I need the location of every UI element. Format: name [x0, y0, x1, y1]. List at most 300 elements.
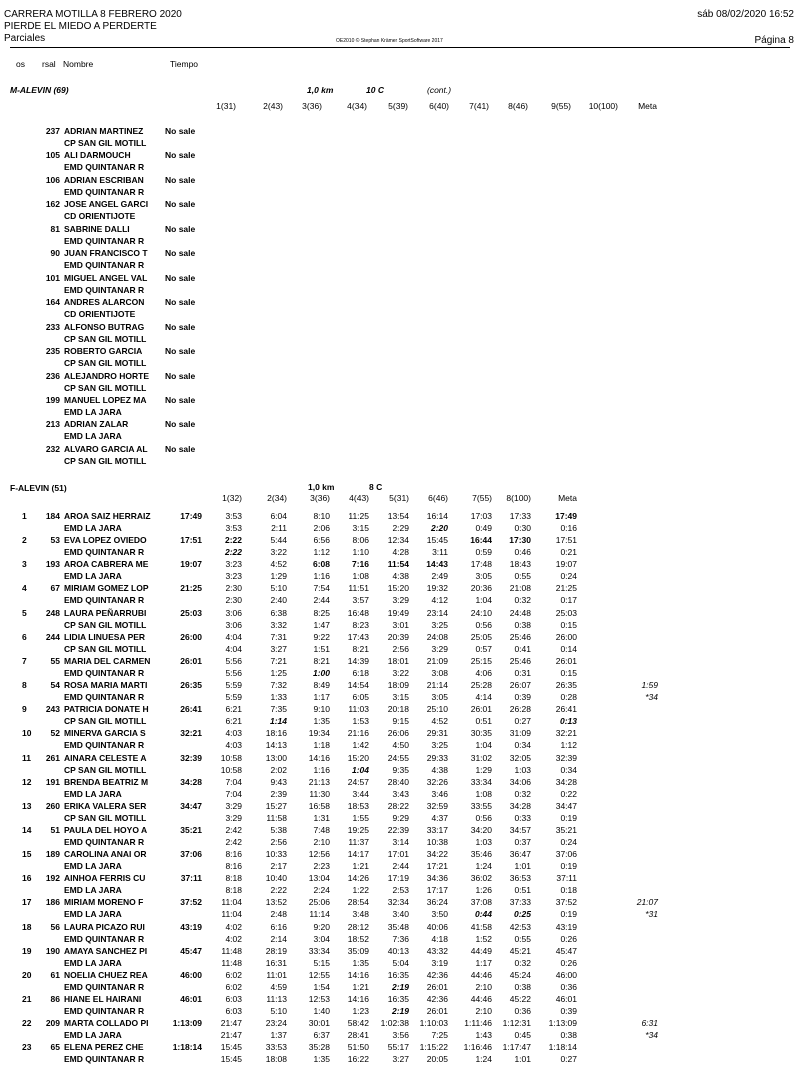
col-bib: rsal [42, 59, 56, 69]
runner-club: EMD LA JARA [64, 957, 122, 968]
split-leg: 1:04 [475, 595, 492, 606]
split-header: 5(39) [388, 101, 408, 111]
split-cumulative: 20:39 [387, 631, 409, 642]
split-cumulative: 7:16 [351, 559, 369, 570]
runner-club: CP SAN GIL MOTILL [64, 812, 147, 823]
runner-time: 21:25 [180, 583, 202, 594]
split-cumulative: 22:39 [387, 824, 409, 835]
split-leg: 1:54 [313, 981, 330, 992]
split-leg: 0:59 [475, 547, 492, 558]
event-title: CARRERA MOTILLA 8 FEBRERO 2020 [4, 9, 182, 20]
split-leg: 1:24 [475, 861, 492, 872]
split-header: Meta [558, 493, 577, 503]
runner-name: EVA LOPEZ OVIEDO [64, 535, 147, 546]
split-leg: 0:19 [560, 861, 577, 872]
split-cumulative: 28:19 [265, 945, 287, 956]
split-leg: 2:17 [270, 861, 287, 872]
runner-position: 16 [22, 873, 32, 884]
runner-bib: 90 [50, 248, 60, 259]
runner-name: ALEJANDRO HORTE [64, 370, 150, 381]
split-cumulative: 46:00 [555, 969, 577, 980]
split-cumulative: 35:46 [470, 849, 492, 860]
split-header: 2(34) [267, 493, 287, 503]
split-leg: 0:22 [560, 788, 577, 799]
split-header: 8(100) [506, 493, 531, 503]
split-leg: 2:06 [313, 523, 330, 533]
runner-name: ALFONSO BUTRAG [64, 321, 145, 332]
runner-time: 19:07 [180, 559, 202, 570]
runner-club: CP SAN GIL MOTILL [64, 138, 147, 148]
split-header: 4(43) [349, 493, 369, 503]
runner-name: ELENA PEREZ CHE [64, 1042, 144, 1053]
split-header: 7(55) [472, 493, 492, 503]
runner-status: No sale [165, 272, 196, 283]
split-leg: 5:04 [392, 957, 409, 968]
runner-position: 21 [22, 994, 32, 1004]
split-cumulative: 32:39 [555, 752, 577, 763]
split-leg: 10:38 [426, 836, 448, 847]
split-leg: 0:38 [514, 981, 531, 992]
split-leg: 0:32 [514, 788, 531, 799]
split-leg: 0:16 [560, 523, 577, 533]
split-cumulative: 8:49 [313, 680, 330, 691]
split-leg: 1:55 [352, 812, 369, 823]
split-cumulative: 20:36 [470, 583, 492, 594]
runner-club: EMD QUINTANAR R [64, 667, 145, 678]
runner-bib: 67 [50, 583, 60, 594]
runner-club: EMD LA JARA [64, 885, 122, 896]
runner-time: 26:35 [180, 680, 202, 691]
split-header: 3(36) [302, 101, 322, 111]
split-cumulative: 26:06 [387, 728, 409, 739]
split-cumulative: 17:33 [509, 511, 531, 521]
split-leg: 3:48 [352, 909, 369, 920]
runner-position: 4 [22, 583, 27, 594]
split-cumulative: 19:34 [308, 728, 330, 739]
page-number: Página 8 [754, 35, 794, 46]
split-cumulative: 4:03 [225, 728, 242, 739]
split-header: 6(46) [428, 493, 448, 503]
split-leg: 0:33 [514, 812, 531, 823]
split-cumulative: 42:36 [426, 969, 448, 980]
split-cumulative: 29:33 [426, 752, 448, 763]
split-leg: 1:35 [313, 1054, 330, 1065]
split-leg: 21:47 [220, 1030, 242, 1041]
split-header: 7(41) [469, 101, 489, 111]
split-leg: 11:48 [221, 957, 242, 968]
split-leg: 2:19 [391, 1006, 409, 1016]
split-cumulative: 19:32 [426, 583, 448, 594]
split-leg: 15:45 [220, 1054, 242, 1065]
runner-bib: 213 [45, 419, 60, 430]
split-leg: 3:50 [431, 909, 448, 920]
split-leg: 3:25 [431, 740, 448, 751]
runner-bib: 55 [50, 655, 60, 666]
split-cumulative: 11:04 [221, 897, 242, 908]
split-cumulative: 45:47 [555, 945, 577, 956]
split-leg: 11:37 [348, 836, 369, 847]
split-cumulative: 1:15:22 [419, 1042, 448, 1053]
split-leg: 18:08 [265, 1054, 287, 1065]
split-leg: 6:02 [225, 981, 242, 992]
runner-status: No sale [165, 199, 196, 210]
runner-time: 26:00 [180, 631, 202, 642]
split-cumulative: 11:13 [266, 994, 287, 1004]
split-cumulative: 9:43 [270, 776, 287, 787]
split-cumulative: 14:54 [347, 680, 369, 691]
split-cumulative: 26:01 [470, 704, 492, 715]
split-leg: 3:22 [270, 547, 287, 558]
runner-bib: 186 [45, 897, 60, 908]
split-cumulative: 25:03 [555, 607, 577, 618]
runner-name: ALI DARMOUCH [64, 150, 131, 161]
runner-time: 37:52 [180, 897, 202, 908]
split-cumulative: 21:16 [347, 728, 369, 739]
split-cumulative: 25:28 [470, 680, 492, 691]
split-cumulative: 35:09 [347, 945, 369, 956]
runner-bib: 248 [45, 607, 60, 618]
runner-club: CP SAN GIL MOTILL [64, 358, 147, 369]
split-leg: 4:03 [225, 740, 242, 751]
runner-club: CP SAN GIL MOTILL [64, 455, 147, 466]
split-leg: 2:02 [270, 764, 287, 775]
split-cumulative: 10:58 [220, 752, 242, 763]
split-leg: 0:24 [560, 571, 577, 582]
runner-status: No sale [165, 394, 196, 405]
split-cumulative: 29:31 [426, 728, 448, 739]
split-cumulative: 58:42 [347, 1018, 369, 1029]
split-leg: 8:16 [225, 861, 242, 872]
runner-bib: 53 [50, 535, 60, 546]
split-leg: 2:49 [431, 571, 448, 582]
split-cumulative: 8:06 [352, 535, 369, 546]
split-leg: 0:15 [560, 619, 577, 630]
split-leg: 3:29 [392, 595, 409, 606]
runner-bib: 164 [45, 297, 60, 308]
runner-status: No sale [165, 150, 196, 161]
split-cumulative: 5:10 [270, 583, 287, 594]
split-cumulative: 31:09 [509, 728, 531, 739]
split-cumulative: 11:03 [348, 704, 369, 715]
runner-bib: 237 [45, 126, 60, 136]
runner-name: MIGUEL ANGEL VAL [64, 272, 148, 283]
split-leg: 3:15 [352, 523, 369, 533]
runner-club: EMD QUINTANAR R [64, 981, 145, 992]
split-leg: 1:37 [270, 1030, 287, 1041]
runner-status: No sale [165, 248, 196, 259]
split-cumulative: 14:16 [347, 994, 369, 1004]
runner-name: PAULA DEL HOYO A [64, 824, 148, 835]
runner-club: EMD LA JARA [64, 406, 122, 417]
runner-time: 25:03 [180, 607, 202, 618]
split-cumulative: 1:13:09 [548, 1018, 577, 1029]
split-leg: 1:22 [352, 885, 369, 896]
split-leg: 2:14 [270, 933, 287, 944]
split-leg: 0:26 [560, 957, 577, 968]
split-leg: 26:01 [426, 1006, 448, 1016]
split-cumulative: 36:24 [426, 897, 448, 908]
runner-time: 32:21 [180, 728, 202, 739]
runner-club: EMD LA JARA [64, 431, 122, 442]
class-controls-female: 8 C [369, 482, 383, 492]
split-cumulative: 16:48 [347, 607, 369, 618]
split-leg: 2:56 [270, 836, 287, 847]
split-cumulative: 30:01 [308, 1018, 330, 1029]
class-title-female: F-ALEVIN (51) [10, 483, 67, 493]
split-leg: 1:52 [475, 933, 492, 944]
split-leg: 8:23 [352, 619, 369, 630]
split-leg: 4:06 [475, 667, 492, 678]
split-cumulative: 16:14 [426, 511, 448, 521]
split-cumulative: 14:43 [426, 559, 448, 570]
runner-bib: 199 [45, 394, 60, 405]
split-cumulative: 23:14 [426, 607, 448, 618]
split-leg: 9:15 [392, 716, 409, 727]
runner-time: 34:47 [180, 800, 202, 811]
split-leg: 1:25 [270, 667, 287, 678]
split-cumulative: 19:49 [387, 607, 409, 618]
runner-time: 43:19 [180, 921, 202, 932]
class-title-male: M-ALEVIN (69) [10, 85, 69, 95]
split-leg: 0:44 [474, 909, 492, 920]
split-leg: 4:38 [431, 764, 448, 775]
header-divider [10, 47, 790, 48]
split-leg: 3:27 [270, 643, 287, 654]
split-leg: 1:12 [560, 740, 577, 751]
split-leg: 1:17 [313, 692, 330, 703]
runner-time: 35:21 [180, 824, 202, 835]
split-leg: 0:38 [514, 619, 531, 630]
runner-status: No sale [165, 346, 196, 357]
split-leg: 9:29 [392, 812, 409, 823]
runner-bib: 184 [45, 511, 60, 521]
runner-bib: 190 [45, 945, 60, 956]
split-header: 10(100) [588, 101, 618, 111]
split-leg: 7:36 [392, 933, 409, 944]
split-leg: 3:19 [431, 957, 448, 968]
split-leg: 0:32 [514, 595, 531, 606]
runner-club: EMD QUINTANAR R [64, 235, 145, 246]
split-header: 1(31) [216, 101, 236, 111]
split-cumulative: 33:34 [470, 776, 492, 787]
split-cumulative: 2:42 [225, 824, 242, 835]
split-cumulative: 16:35 [387, 969, 409, 980]
split-leg: 4:12 [431, 595, 448, 606]
split-leg: 6:21 [225, 716, 242, 727]
runner-position: 12 [22, 776, 32, 787]
runner-name: MIRIAM MORENO F [64, 897, 144, 908]
split-leg: 1:31 [313, 812, 330, 823]
runner-club: EMD LA JARA [64, 788, 122, 799]
runner-time: 1:18:14 [172, 1042, 202, 1053]
split-cumulative: 26:35 [555, 680, 577, 691]
split-cumulative: 46:01 [555, 994, 577, 1004]
split-cumulative: 21:25 [555, 583, 577, 594]
runner-position: 17 [22, 897, 32, 908]
split-leg: 1:00 [312, 667, 330, 678]
split-cumulative: 44:49 [470, 945, 492, 956]
runner-club: EMD QUINTANAR R [64, 547, 145, 558]
runner-club: CD ORIENTIJOTE [64, 211, 136, 222]
split-leg: 6:18 [352, 667, 369, 678]
split-cumulative: 34:06 [509, 776, 531, 787]
split-cumulative: 26:07 [509, 680, 531, 691]
time-behind-note: *34 [645, 1030, 658, 1041]
split-cumulative: 44:46 [470, 994, 492, 1004]
split-leg: 3:40 [392, 909, 409, 920]
split-cumulative: 18:01 [387, 655, 409, 666]
col-time: Tiempo [170, 59, 199, 69]
split-cumulative: 1:12:31 [502, 1018, 531, 1029]
split-cumulative: 5:44 [270, 535, 287, 546]
split-leg: 2:24 [313, 885, 330, 896]
split-cumulative: 6:21 [225, 704, 242, 715]
runner-time: 46:00 [180, 969, 202, 980]
runner-bib: 235 [45, 346, 60, 357]
split-header: 3(36) [310, 493, 330, 503]
split-leg: 2:30 [225, 595, 242, 606]
split-leg: 11:30 [309, 788, 330, 799]
split-leg: 0:55 [514, 933, 531, 944]
runner-position: 13 [22, 800, 32, 811]
split-leg: 1:12 [313, 547, 330, 558]
report-type: Parciales [4, 33, 46, 44]
split-cumulative: 3:06 [225, 607, 242, 618]
split-cumulative: 35:28 [308, 1042, 330, 1053]
split-leg: 3:56 [392, 1030, 409, 1041]
split-cumulative: 24:55 [387, 752, 409, 763]
runner-time: 37:06 [180, 849, 202, 860]
split-leg: 6:03 [225, 1006, 242, 1016]
split-cumulative: 6:38 [270, 607, 287, 618]
split-cumulative: 24:08 [426, 631, 448, 642]
split-leg: 0:46 [514, 547, 531, 558]
split-leg: 0:49 [475, 523, 492, 533]
split-leg: 3:27 [392, 1054, 409, 1065]
split-cumulative: 32:34 [387, 897, 409, 908]
split-cumulative: 30:35 [470, 728, 492, 739]
split-cumulative: 36:47 [509, 849, 531, 860]
split-leg: 0:19 [560, 909, 577, 920]
split-cumulative: 15:45 [220, 1042, 242, 1053]
split-leg: 0:15 [560, 667, 577, 678]
split-cumulative: 14:17 [347, 849, 369, 860]
runner-club: EMD QUINTANAR R [64, 284, 145, 295]
split-cumulative: 18:09 [387, 680, 409, 691]
split-leg: 1:35 [313, 716, 330, 727]
split-leg: 5:15 [313, 957, 330, 968]
split-cumulative: 9:22 [313, 631, 330, 642]
runner-club: EMD LA JARA [64, 909, 122, 920]
runner-time: 26:01 [180, 655, 202, 666]
runner-bib: 191 [45, 776, 60, 787]
runner-bib: 243 [45, 704, 60, 715]
split-cumulative: 17:49 [555, 511, 577, 521]
split-cumulative: 42:53 [509, 921, 531, 932]
split-cumulative: 20:18 [387, 704, 409, 715]
runner-name: MARIA DEL CARMEN [64, 655, 151, 666]
runner-bib: 236 [45, 370, 60, 381]
runner-name: CAROLINA ANAI OR [64, 849, 147, 860]
runner-name: MARTA COLLADO PI [64, 1018, 149, 1029]
split-leg: 8:18 [225, 885, 242, 896]
split-cumulative: 11:25 [348, 511, 369, 521]
split-cumulative: 25:46 [509, 655, 531, 666]
split-cumulative: 32:05 [509, 752, 531, 763]
split-leg: 2:20 [430, 523, 448, 533]
runner-position: 22 [22, 1018, 32, 1029]
split-cumulative: 32:26 [426, 776, 448, 787]
split-cumulative: 18:43 [509, 559, 531, 570]
split-cumulative: 5:56 [225, 655, 242, 666]
split-leg: 1:29 [475, 764, 492, 775]
runner-bib: 162 [45, 199, 60, 210]
split-leg: 0:51 [514, 885, 531, 896]
split-cumulative: 12:55 [308, 969, 330, 980]
runner-club: EMD QUINTANAR R [64, 595, 145, 606]
split-cumulative: 21:09 [426, 655, 448, 666]
split-cumulative: 24:48 [509, 607, 531, 618]
split-leg: 1:04 [351, 764, 369, 775]
split-leg: 0:27 [514, 716, 531, 727]
runner-status: No sale [165, 223, 196, 234]
split-cumulative: 43:32 [426, 945, 448, 956]
split-leg: 2:10 [475, 981, 492, 992]
split-header: 5(31) [389, 493, 409, 503]
split-cumulative: 11:51 [348, 583, 369, 594]
split-cumulative: 2:30 [225, 583, 242, 594]
split-cumulative: 18:53 [347, 800, 369, 811]
split-leg: 1:21 [352, 981, 369, 992]
class-distance-male: 1,0 km [307, 85, 334, 95]
split-cumulative: 37:33 [509, 897, 531, 908]
runner-name: MINERVA GARCIA S [64, 728, 146, 739]
split-leg: 6:37 [313, 1030, 330, 1041]
runner-position: 7 [22, 655, 27, 666]
split-leg: 1:24 [475, 1054, 492, 1065]
runner-club: EMD QUINTANAR R [64, 740, 145, 751]
split-leg: 1:51 [313, 643, 330, 654]
runner-position: 10 [22, 728, 32, 739]
split-cumulative: 8:18 [225, 873, 242, 884]
runner-name: AINARA CELESTE A [64, 752, 147, 763]
split-leg: 1:01 [514, 861, 531, 872]
split-leg: 3:04 [313, 933, 330, 944]
runner-bib: 189 [45, 849, 60, 860]
split-cumulative: 7:21 [270, 655, 287, 666]
split-leg: 16:31 [265, 957, 287, 968]
split-leg: 3:01 [392, 619, 409, 630]
split-cumulative: 35:21 [555, 824, 577, 835]
split-cumulative: 11:01 [266, 969, 287, 980]
runner-name: ADRIAN ZALAR [64, 419, 129, 430]
split-cumulative: 5:59 [225, 680, 242, 691]
split-cumulative: 10:40 [265, 873, 287, 884]
split-leg: 0:28 [560, 692, 577, 703]
split-cumulative: 3:53 [225, 511, 242, 521]
split-cumulative: 25:10 [426, 704, 448, 715]
runner-bib: 209 [45, 1018, 60, 1029]
split-cumulative: 8:16 [225, 849, 242, 860]
split-leg: 5:56 [225, 667, 242, 678]
runner-name: ADRIAN MARTINEZ [64, 126, 144, 136]
time-behind: 6:31 [641, 1018, 658, 1029]
runner-club: CP SAN GIL MOTILL [64, 619, 147, 630]
runner-status: No sale [165, 126, 196, 136]
split-leg: 0:17 [560, 595, 577, 606]
split-cumulative: 25:06 [308, 897, 330, 908]
runner-bib: 192 [45, 873, 60, 884]
